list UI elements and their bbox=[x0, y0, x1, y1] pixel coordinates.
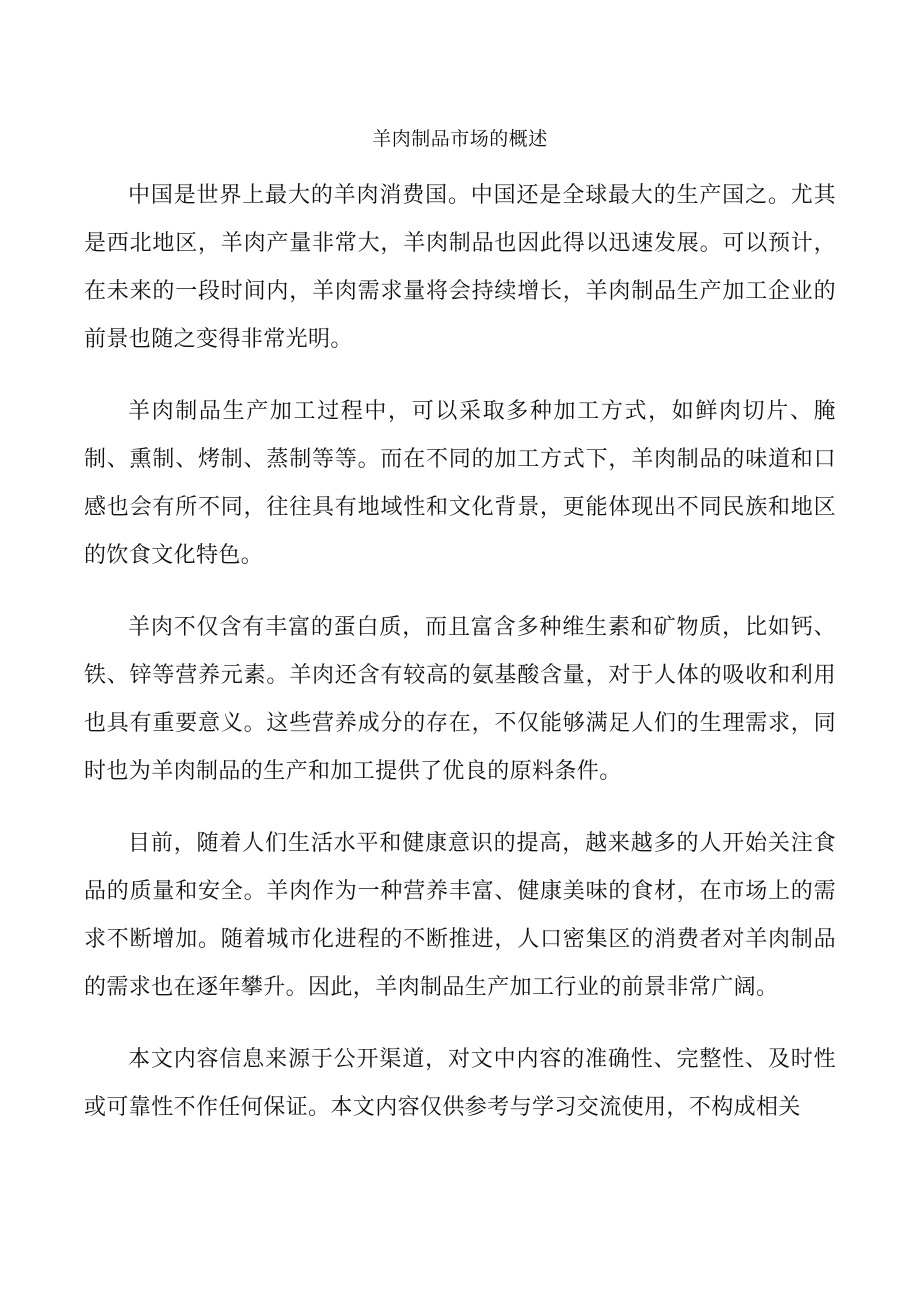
document-body bbox=[84, 172, 836, 1156]
paragraph-5: 本文内容信息来源于公开渠道，对文中内容的准确性、完整性、及时性或可靠性不作任何保证。本文内容仅供参考与学习交流使用，不构成相关 bbox=[84, 1047, 836, 1120]
document-title: 羊肉制品市场的概述 bbox=[372, 128, 548, 150]
paragraph-4: 目前，随着人们生活水平和健康意识的提高，越来越多的人开始关注食品的质量和安全。羊肉作为一种营养丰富、健康美味的食材，在市场上的需求不断增加。随着城市化进程的不断推进，人口密集区的消费者对羊肉制品的需求也在逐年攀升。因此，羊肉制品生产加工行业的前景非常广阔。 bbox=[84, 831, 836, 1000]
paragraph-2: 羊肉制品生产加工过程中，可以采取多种加工方式，如鲜肉切片、腌制、熏制、烤制、蒸制等等。而在不同的加工方式下，羊肉制品的味道和口感也会有所不同，往往具有地域性和文化背景，更能体现出不同民族和地区的饮食文化特色。 bbox=[84, 399, 836, 568]
paragraph-3: 羊肉不仅含有丰富的蛋白质，而且富含多种维生素和矿物质，比如钙、铁、锌等营养元素。羊肉还含有较高的氨基酸含量，对于人体的吸收和利用也具有重要意义。这些营养成分的存在，不仅能够满足人们的生理需求，同时也为羊肉制品的生产和加工提供了优良的原料条件。 bbox=[84, 615, 836, 784]
paragraph-1: 中国是世界上最大的羊肉消费国。中国还是全球最大的生产国之。尤其是西北地区，羊肉产量非常大，羊肉制品也因此得以迅速发展。可以预计，在未来的一段时间内，羊肉需求量将会持续增长，羊肉制品生产加工企业的前景也随之变得非常光明。 bbox=[84, 183, 836, 352]
